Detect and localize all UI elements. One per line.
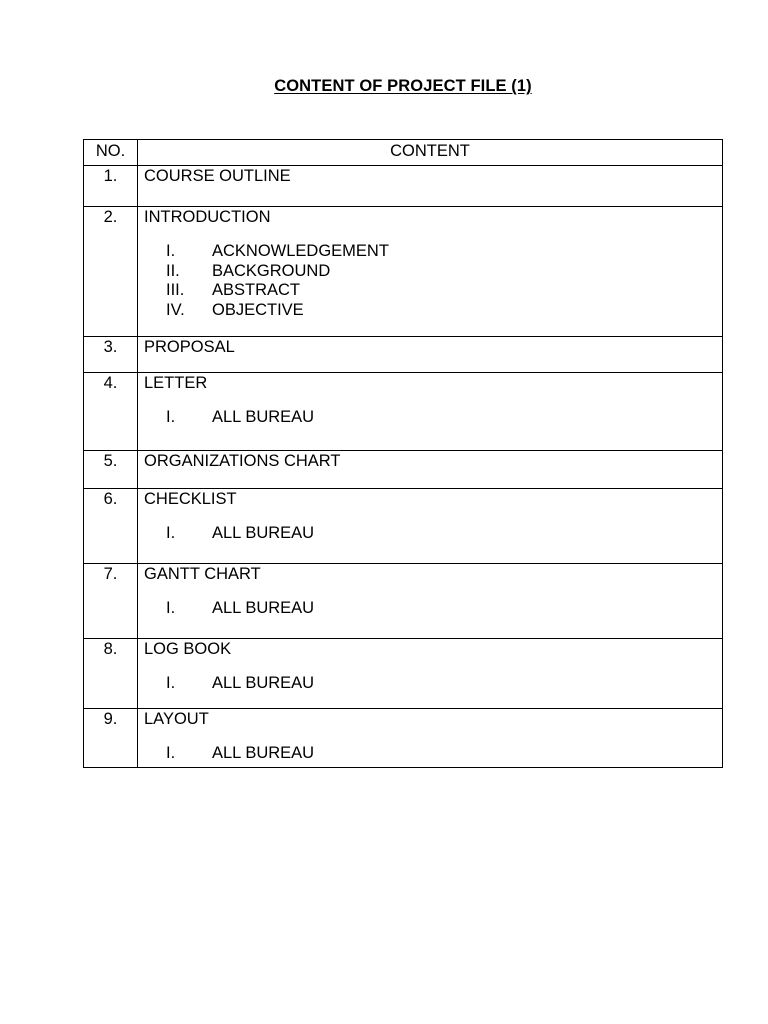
list-item	[144, 301, 722, 321]
sub-list	[144, 674, 722, 694]
list-item-number: I.	[166, 674, 176, 692]
row-title: LAYOUT	[144, 710, 209, 728]
row-title: INTRODUCTION	[144, 208, 271, 226]
sub-list	[144, 744, 722, 764]
list-item-number: I.	[166, 524, 176, 542]
row-content	[138, 489, 723, 564]
table-row	[84, 709, 723, 768]
row-number: 5.	[84, 451, 138, 489]
table-header-row	[84, 140, 723, 166]
list-item	[144, 281, 722, 301]
table-row	[84, 166, 723, 207]
list-item-number: I.	[166, 242, 176, 260]
list-item-number: IV.	[166, 300, 185, 319]
list-item	[144, 524, 722, 544]
table-row	[84, 639, 723, 709]
list-item-number: III.	[166, 281, 185, 299]
row-content	[138, 207, 723, 337]
list-item	[144, 242, 722, 262]
list-item-text: OBJECTIVE	[212, 300, 304, 319]
row-content	[138, 166, 723, 207]
row-title: PROPOSAL	[144, 338, 235, 356]
list-item-number: I.	[166, 599, 176, 617]
list-item	[144, 674, 722, 694]
page-title: CONTENT OF PROJECT FILE (1)	[274, 77, 532, 95]
list-item-text: ALL BUREAU	[212, 599, 315, 617]
row-content	[138, 337, 723, 373]
row-content	[138, 639, 723, 709]
row-title: LOG BOOK	[144, 640, 232, 658]
row-number: 3.	[84, 337, 138, 373]
list-item-number: I.	[166, 408, 176, 426]
header-no: NO.	[84, 140, 138, 166]
contents-table	[83, 139, 723, 768]
table-row	[84, 489, 723, 564]
row-content	[138, 709, 723, 768]
row-number: 2.	[84, 207, 138, 337]
row-title: GANTT CHART	[144, 565, 261, 583]
sub-list	[144, 408, 722, 428]
list-item-number: II.	[166, 261, 180, 280]
row-title: COURSE OUTLINE	[144, 167, 291, 185]
sub-list	[144, 524, 722, 544]
header-content: CONTENT	[138, 140, 723, 166]
row-number: 4.	[84, 373, 138, 451]
row-number: 6.	[84, 489, 138, 564]
table-row	[84, 564, 723, 639]
list-item-number: I.	[166, 744, 176, 762]
list-item-text: BACKGROUND	[212, 261, 331, 280]
table-row	[84, 373, 723, 451]
list-item	[144, 408, 722, 428]
row-title: CHECKLIST	[144, 490, 237, 508]
list-item-text: ALL BUREAU	[212, 744, 315, 762]
row-number: 7.	[84, 564, 138, 639]
list-item	[144, 744, 722, 764]
row-title: LETTER	[144, 374, 208, 392]
list-item	[144, 599, 722, 619]
sub-list	[144, 599, 722, 619]
sub-list	[144, 242, 722, 320]
list-item-text: ABSTRACT	[212, 281, 301, 299]
table-row	[84, 207, 723, 337]
row-content	[138, 451, 723, 489]
list-item-text: ACKNOWLEDGEMENT	[212, 242, 389, 260]
row-number: 9.	[84, 709, 138, 768]
table-row	[84, 451, 723, 489]
row-number: 8.	[84, 639, 138, 709]
row-content	[138, 564, 723, 639]
table-row	[84, 337, 723, 373]
row-title: ORGANIZATIONS CHART	[144, 452, 341, 470]
row-number: 1.	[84, 166, 138, 207]
list-item-text: ALL BUREAU	[212, 524, 315, 542]
list-item	[144, 262, 722, 282]
list-item-text: ALL BUREAU	[212, 674, 315, 692]
list-item-text: ALL BUREAU	[212, 408, 315, 426]
row-content	[138, 373, 723, 451]
